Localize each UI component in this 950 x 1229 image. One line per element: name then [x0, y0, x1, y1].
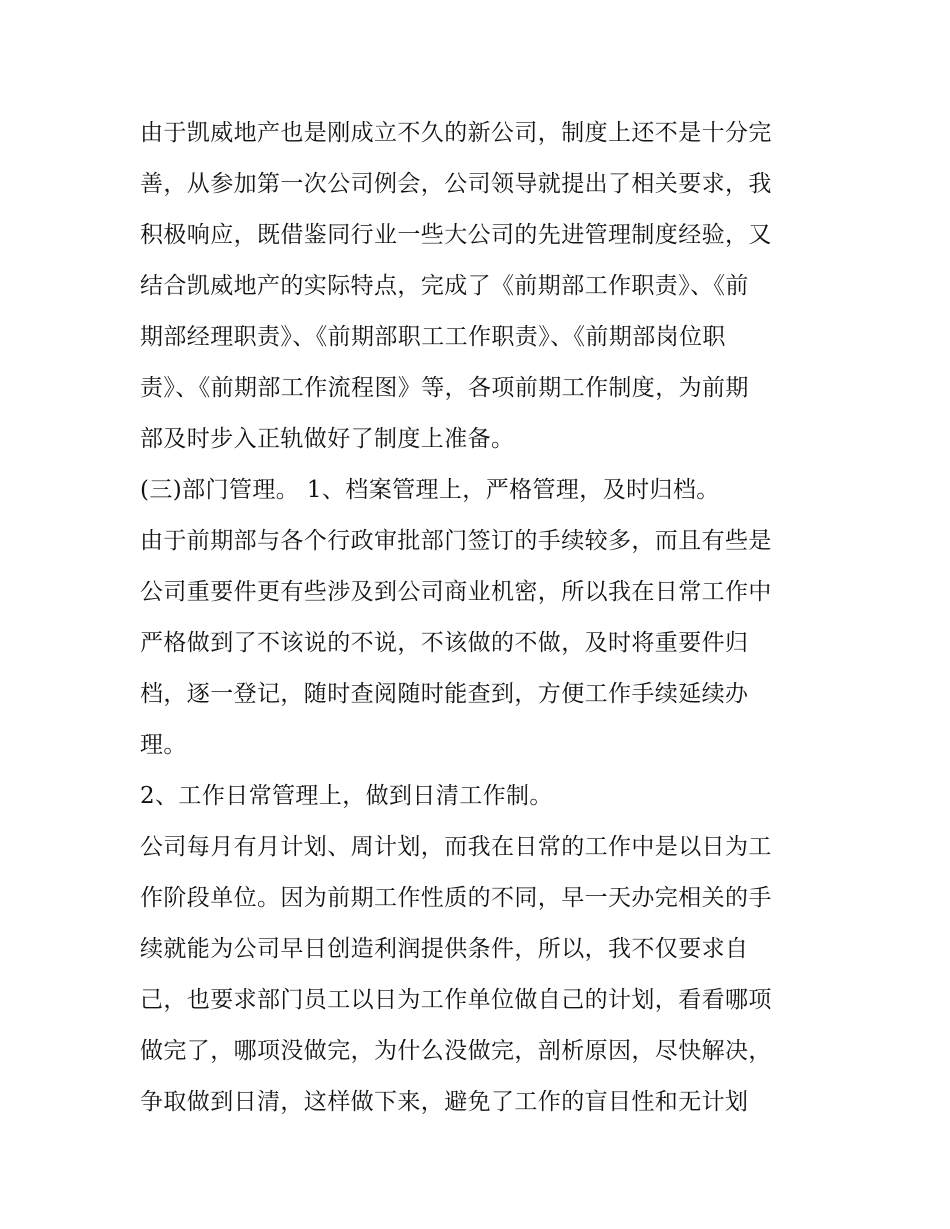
- document-body: [140, 108, 820, 1128]
- text-line: 责》、《前期部工作流程图》等，各项前期工作制度，为前期: [140, 375, 749, 401]
- text-line: 续就能为公司早日创造利润提供条件，所以，我不仅要求自: [140, 936, 749, 962]
- text-line: 公司每月有月计划、周计划，而我在日常的工作中是以日为工: [140, 834, 772, 860]
- text-line: 由于前期部与各个行政审批部门签订的手续较多，而且有些是: [140, 528, 772, 554]
- text-line: 理。: [140, 732, 187, 758]
- text-line: 做完了，哪项没做完，为什么没做完，剖析原因，尽快解决，: [140, 1038, 772, 1064]
- text-line: 结合凯威地产的实际特点，完成了《前期部工作职责》、《前: [140, 273, 749, 299]
- text-line: 争取做到日清，这样做下来，避免了工作的盲目性和无计划: [140, 1089, 749, 1115]
- text-line: 档，逐一登记，随时查阅随时能查到，方便工作手续延续办: [140, 681, 749, 707]
- text-line: 公司重要件更有些涉及到公司商业机密，所以我在日常工作中: [140, 579, 772, 605]
- text-line: 严格做到了不该说的不说，不该做的不做，及时将重要件归: [140, 630, 749, 656]
- section-heading: (三)部门管理。 1、档案管理上，严格管理，及时归档。: [140, 477, 720, 503]
- section-heading: 2、工作日常管理上，做到日清工作制。: [140, 783, 553, 809]
- text-line: 作阶段单位。因为前期工作性质的不同，早一天办完相关的手: [140, 885, 772, 911]
- text-line: 己，也要求部门员工以日为工作单位做自己的计划，看看哪项: [140, 987, 772, 1013]
- text-line: 期部经理职责》、《前期部职工工作职责》、《前期部岗位职: [140, 324, 726, 350]
- text-line: 善，从参加第一次公司例会，公司领导就提出了相关要求，我: [140, 171, 772, 197]
- text-line: 由于凯威地产也是刚成立不久的新公司，制度上还不是十分完: [140, 120, 772, 146]
- text-line: 积极响应，既借鉴同行业一些大公司的先进管理制度经验，又: [140, 222, 772, 248]
- text-line: 部及时步入正轨做好了制度上准备。: [140, 426, 515, 452]
